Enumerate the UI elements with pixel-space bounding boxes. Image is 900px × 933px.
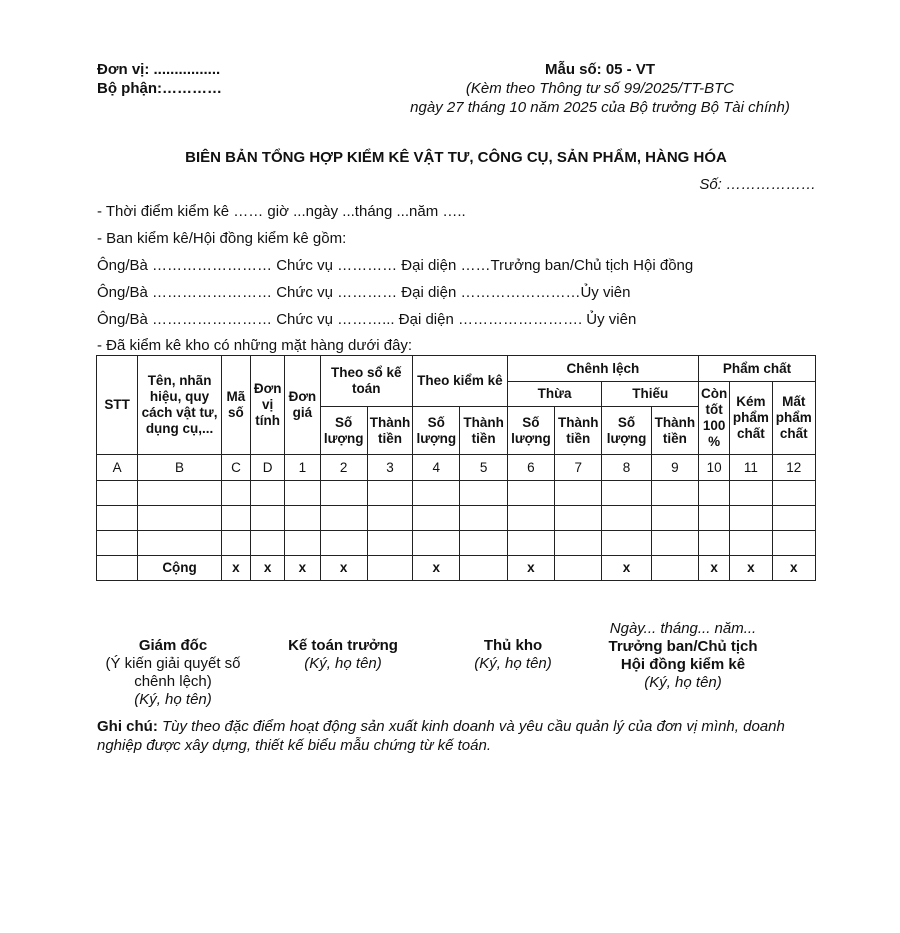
total-cell: x <box>413 556 460 581</box>
total-cell: x <box>285 556 320 581</box>
director-note: (Ý kiến giải quyết số chênh lệch) <box>105 655 241 690</box>
total-cell: x <box>221 556 250 581</box>
col-header-surplus: Thừa <box>507 382 602 407</box>
chief-accountant-sign-hint: (Ký, họ tên) <box>304 655 382 672</box>
total-label: Cộng <box>138 556 222 581</box>
index-cell: D <box>251 455 285 481</box>
signature-director <box>98 637 248 709</box>
director-sign-hint: (Ký, họ tên) <box>134 691 212 708</box>
col-header-book-qty: Số lượng <box>320 407 367 455</box>
index-cell: 2 <box>320 455 367 481</box>
member-line-3: Ông/Bà …………………… Chức vụ ………... Đại diện ……………………. Ủy viên <box>97 311 637 328</box>
column-index-row <box>97 455 816 481</box>
col-header-book: Theo sổ kế toán <box>320 356 413 407</box>
board-head-role-line2: Hội đồng kiểm kê <box>620 656 746 673</box>
index-cell: 6 <box>507 455 554 481</box>
col-header-count-qty: Số lượng <box>413 407 460 455</box>
index-cell: B <box>138 455 222 481</box>
col-header-name: Tên, nhãn hiệu, quy cách vật tư, dụng cụ,... <box>138 356 222 455</box>
total-cell: x <box>507 556 554 581</box>
total-cell: x <box>251 556 285 581</box>
index-cell: A <box>97 455 138 481</box>
circular-reference: (Kèm theo Thông tư số 99/2025/TT-BTC <box>465 80 735 97</box>
col-header-poor: Kém phẩm chất <box>730 382 772 455</box>
table-intro-line: - Đã kiểm kê kho có những mặt hàng dưới đây: <box>97 337 413 354</box>
total-cell <box>651 556 698 581</box>
document-number: Số: ……………… <box>699 176 816 193</box>
storekeeper-sign-hint: (Ký, họ tên) <box>474 655 552 672</box>
member-line-2: Ông/Bà …………………… Chức vụ ………… Đại diện ……………………Ủy viên <box>97 284 631 301</box>
table-row <box>97 531 816 556</box>
col-header-difference: Chênh lệch <box>507 356 698 382</box>
col-header-surplus-amount: Thành tiền <box>555 407 602 455</box>
total-cell: x <box>730 556 772 581</box>
index-cell: 1 <box>285 455 320 481</box>
col-header-stt: STT <box>97 356 138 455</box>
index-cell: 11 <box>730 455 772 481</box>
col-header-surplus-qty: Số lượng <box>507 407 554 455</box>
inventory-time-line: - Thời điểm kiểm kê …… giờ ...ngày ...tháng ...năm ….. <box>97 203 466 220</box>
total-cell: x <box>320 556 367 581</box>
total-cell: x <box>699 556 730 581</box>
chief-accountant-role: Kế toán trưởng <box>288 637 398 654</box>
index-cell: 8 <box>602 455 651 481</box>
member-line-1: Ông/Bà …………………… Chức vụ ………… Đại diện ……Trưởng ban/Chủ tịch Hội đồng <box>97 257 694 274</box>
storekeeper-role: Thủ kho <box>483 637 543 654</box>
total-cell <box>97 556 138 581</box>
circular-date: ngày 27 tháng 10 năm 2025 của Bộ trưởng Bộ Tài chính) <box>410 99 790 116</box>
total-cell <box>367 556 412 581</box>
col-header-price: Đơn giá <box>285 356 320 455</box>
inventory-table <box>96 355 816 581</box>
signature-chief-accountant <box>270 637 416 673</box>
footnote <box>97 717 817 755</box>
index-cell: 10 <box>699 455 730 481</box>
col-header-count-amount: Thành tiền <box>460 407 507 455</box>
board-line: - Ban kiểm kê/Hội đồng kiểm kê gồm: <box>97 230 347 247</box>
director-role: Giám đốc <box>138 637 208 654</box>
form-number: Mẫu số: 05 - VT <box>544 61 656 78</box>
index-cell: 7 <box>555 455 602 481</box>
header-right <box>395 60 805 117</box>
table-row <box>97 506 816 531</box>
index-cell: 12 <box>772 455 815 481</box>
board-head-role-line1: Trưởng ban/Chủ tịch <box>608 638 758 655</box>
col-header-good: Còn tốt 100 % <box>699 382 730 455</box>
col-header-book-amount: Thành tiền <box>367 407 412 455</box>
footnote-text: Tùy theo đặc điểm hoạt động sản xuất kinh doanh và yêu cầu quản lý của đơn vị mình, doanh nghiệp được xây dựng, thiết kế biểu mẫu chứng từ kế toán. <box>97 718 785 754</box>
col-header-shortage-qty: Số lượng <box>602 407 651 455</box>
index-cell: 5 <box>460 455 507 481</box>
total-cell <box>555 556 602 581</box>
index-cell: 4 <box>413 455 460 481</box>
index-cell: 9 <box>651 455 698 481</box>
footnote-label: Ghi chú: <box>97 718 158 735</box>
signature-board-head <box>588 620 778 692</box>
total-cell <box>460 556 507 581</box>
total-cell: x <box>602 556 651 581</box>
department-label: Bộ phận:………… <box>97 80 222 97</box>
col-header-unit: Đơn vị tính <box>251 356 285 455</box>
signature-date-line: Ngày... tháng... năm... <box>609 620 757 637</box>
index-cell: C <box>221 455 250 481</box>
signature-storekeeper <box>453 637 573 673</box>
index-cell: 3 <box>367 455 412 481</box>
header-left <box>97 60 222 98</box>
col-header-shortage: Thiếu <box>602 382 699 407</box>
total-row <box>97 556 816 581</box>
document-title: BIÊN BẢN TỔNG HỢP KIỂM KÊ VẬT TƯ, CÔNG CỤ, SẢN PHẨM, HÀNG HÓA <box>185 149 727 166</box>
total-cell: x <box>772 556 815 581</box>
board-head-sign-hint: (Ký, họ tên) <box>644 674 722 691</box>
col-header-shortage-amount: Thành tiền <box>651 407 698 455</box>
col-header-lost: Mất phẩm chất <box>772 382 815 455</box>
table-row <box>97 481 816 506</box>
unit-label: Đơn vị: ................ <box>97 61 221 78</box>
col-header-count: Theo kiểm kê <box>413 356 508 407</box>
col-header-code: Mã số <box>221 356 250 455</box>
col-header-quality: Phẩm chất <box>699 356 816 382</box>
